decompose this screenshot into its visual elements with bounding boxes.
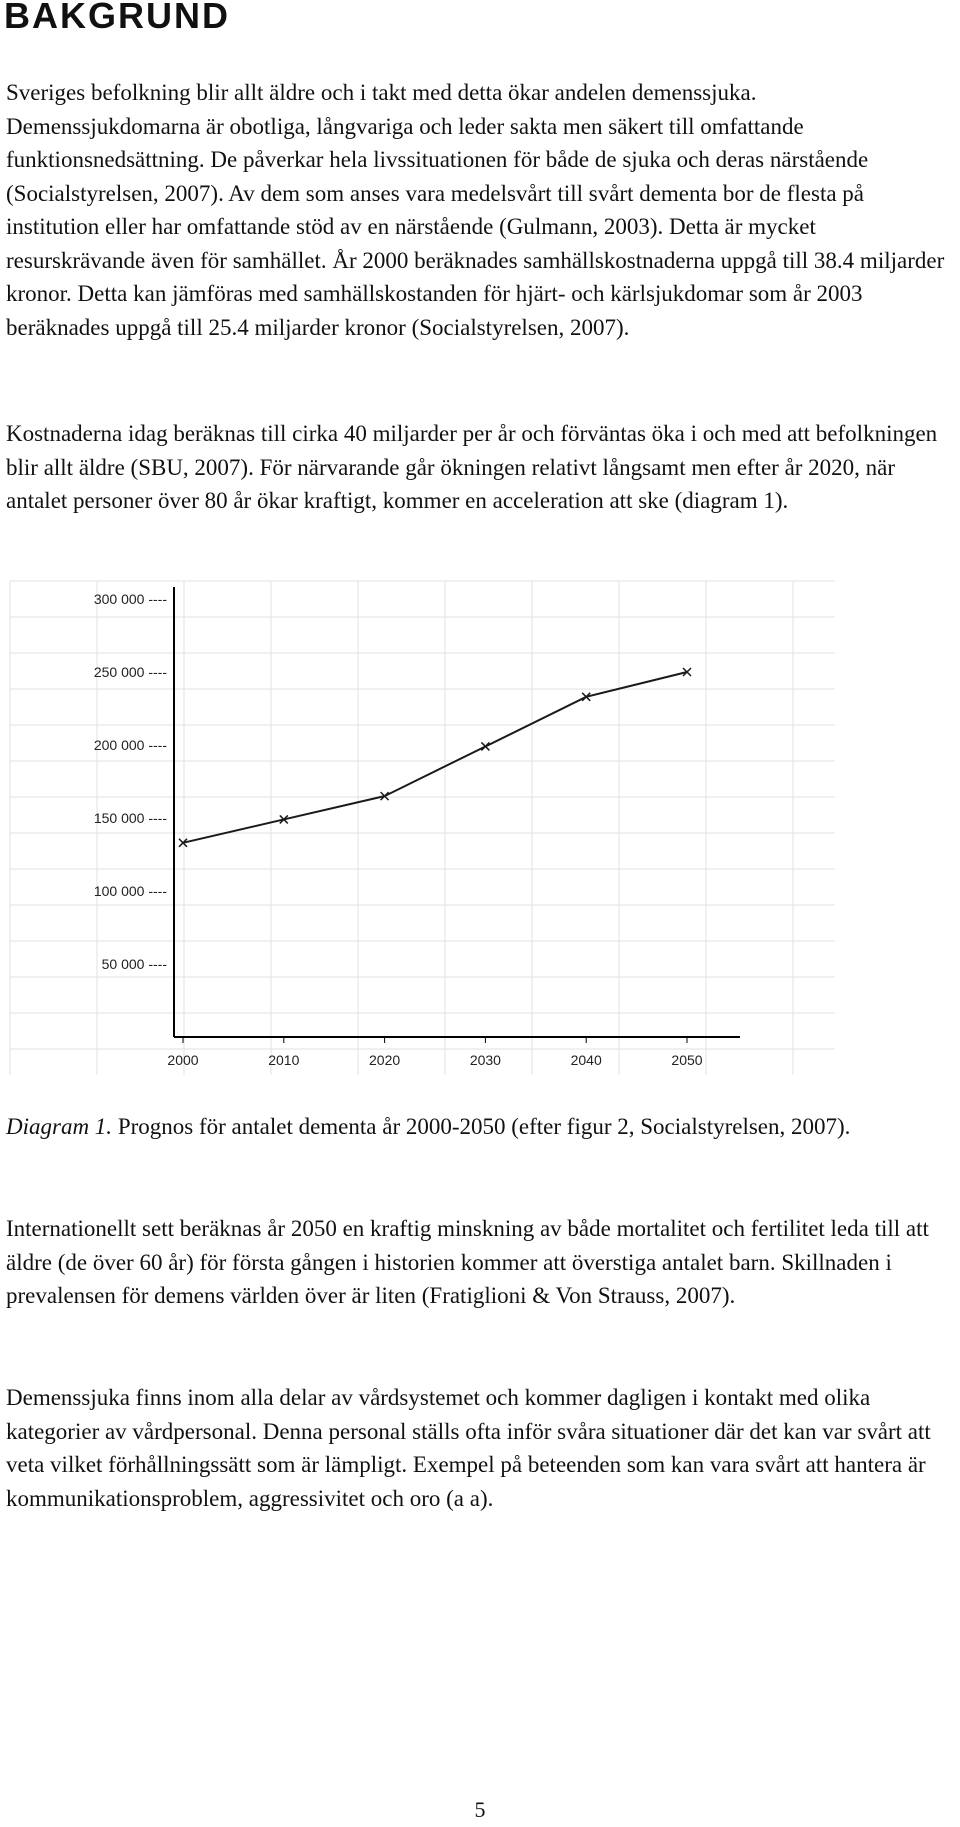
chart-caption — [6, 1110, 946, 1144]
x-tick-label: 2000 — [167, 1052, 199, 1068]
y-tick-label: 150 000 ---- — [93, 810, 167, 826]
paragraph-1: Sveriges befolkning blir allt äldre och i takt med detta ökar andelen demenssjuka. Demenssjukdomarna är obotliga, långvariga och leder sakta men säkert till omfattande funktionsnedsättning. De påverkar hela livssituationen för både de sjuka och deras närstående (Socialstyrelsen, 2007). Av dem som anses vara medelsvårt till svårt dementa bor de flesta på institution eller har omfattande stöd av en närstående (Gulmann, 2003). Detta är mycket resurskrävande även för samhället. År 2000 beräknades samhällskostnaderna uppgå till 38.4 miljarder kronor. Detta kan jämföras med samhällskostanden för hjärt- och kärlsjukdomar som år 2003 beräknades uppgå till 25.4 miljarder kronor (Socialstyrelsen, 2007). — [6, 80, 945, 340]
page-number: 5 — [474, 1797, 486, 1822]
section-heading: BAKGRUND — [4, 0, 230, 36]
dementia-forecast-chart — [0, 575, 960, 1105]
x-tick-label: 2050 — [671, 1052, 703, 1068]
y-tick-label: 300 000 ---- — [93, 591, 167, 607]
x-tick-label: 2020 — [369, 1052, 401, 1068]
y-tick-label: 250 000 ---- — [93, 664, 167, 680]
x-tick-label: 2010 — [268, 1052, 300, 1068]
x-tick-label: 2040 — [570, 1052, 602, 1068]
y-tick-label: 50 000 ---- — [101, 956, 167, 972]
y-tick-label: 100 000 ---- — [93, 883, 167, 899]
paragraph-4: Demenssjuka finns inom alla delar av vårdsystemet och kommer dagligen i kontakt med olika kategorier av vårdpersonal. Denna personal ställs ofta inför svåra situationer där det kan var svårt att veta vilket förhållningssätt som är lämpligt. Exempel på beteenden som kan vara svårt att hantera är kommunikationsproblem, aggressivitet och oro (a a). — [6, 1385, 931, 1511]
x-tick-label: 2030 — [469, 1052, 501, 1068]
y-tick-label: 200 000 ---- — [93, 737, 167, 753]
chart-background — [0, 575, 835, 1105]
caption-text: Prognos för antalet dementa år 2000-2050 (efter figur 2, Socialstyrelsen, 2007). — [112, 1114, 851, 1139]
caption-label: Diagram 1. — [6, 1114, 113, 1139]
paragraph-2: Kostnaderna idag beräknas till cirka 40 miljarder per år och förväntas öka i och med att befolkningen blir allt äldre (SBU, 2007). För närvarande går ökningen relativt långsamt men efter år 2020, när antalet personer över 80 år ökar kraftigt, kommer en acceleration att ske (diagram 1). — [6, 421, 938, 513]
paragraph-3: Internationellt sett beräknas år 2050 en kraftig minskning av både mortalitet och fertilitet leda till att äldre (de över 60 år) för första gången i historien kommer att överstiga antalet barn. Skillnaden i prevalensen för demens världen över är liten (Fratiglioni & Von Strauss, 2007). — [6, 1216, 929, 1308]
